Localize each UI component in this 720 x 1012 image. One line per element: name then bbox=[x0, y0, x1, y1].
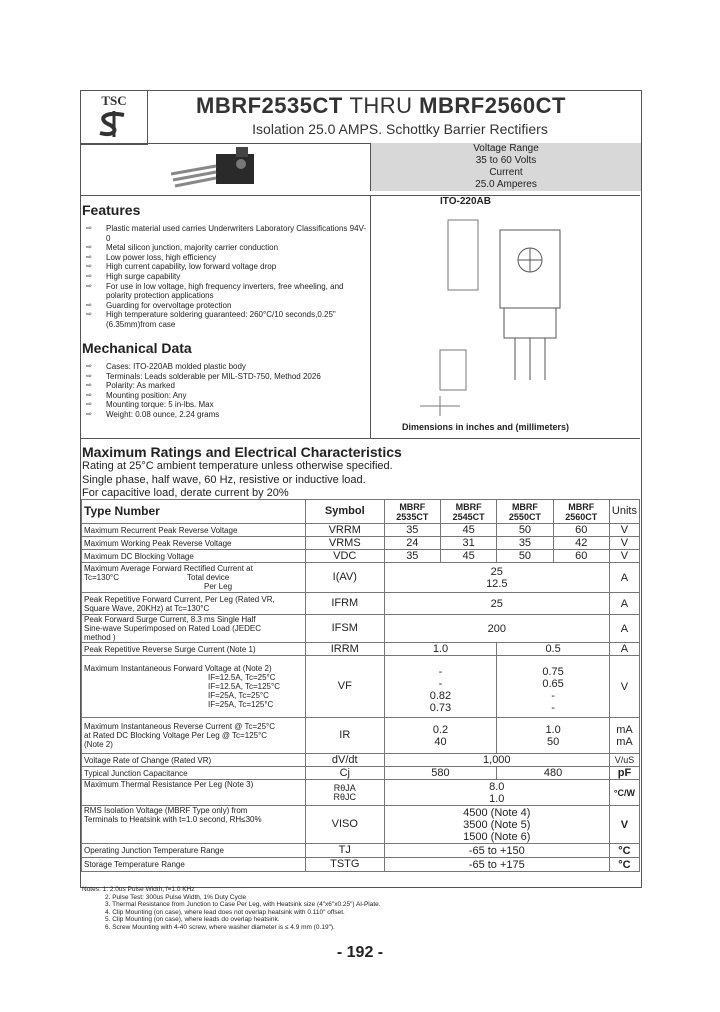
value: 1.0 bbox=[384, 643, 497, 656]
symbol: Cj bbox=[305, 767, 384, 780]
title-thru: THRU bbox=[349, 93, 413, 118]
symbol: VDC bbox=[305, 550, 384, 563]
v: 0.82 bbox=[429, 689, 452, 702]
u: mA bbox=[616, 723, 633, 736]
p: at Rated DC Blocking Voltage Per Leg @ Tc=125°C bbox=[84, 731, 268, 740]
note-line: 2. Pulse Test: 300us Pulse Width, 1% Duty Cycle bbox=[105, 893, 247, 901]
param bbox=[82, 656, 306, 718]
value bbox=[497, 656, 610, 718]
p: RMS Isolation Voltage (MBRF Type only) from bbox=[84, 806, 248, 815]
list-item: ⇨ Cases: ITO-220AB molded plastic body bbox=[84, 362, 368, 372]
logo bbox=[81, 91, 148, 145]
unit: V bbox=[609, 550, 639, 563]
param: Typical Junction Capacitance bbox=[82, 767, 306, 780]
s: RθJA bbox=[333, 782, 356, 793]
voltage-range-value: 35 to 60 Volts bbox=[475, 155, 537, 166]
voltage-range-label: Voltage Range bbox=[473, 143, 539, 154]
p: IF=25A, Tc=125°C bbox=[208, 700, 274, 709]
p: Maximum Instantaneous Forward Voltage at (Note 2) bbox=[84, 664, 272, 673]
v: 1500 (Note 6) bbox=[463, 830, 531, 843]
param: Maximum Thermal Resistance Per Leg (Note 3) bbox=[82, 780, 306, 806]
p: (Note 2) bbox=[84, 740, 113, 749]
param bbox=[82, 563, 306, 593]
p-line bbox=[84, 573, 303, 582]
unit: V bbox=[609, 656, 639, 718]
value: 25 bbox=[384, 593, 609, 615]
max-ratings-heading: Maximum Ratings and Electrical Characteristics bbox=[82, 444, 402, 460]
p: Maximum Average Forward Rectified Current at bbox=[84, 564, 253, 573]
unit: A bbox=[609, 593, 639, 615]
value: 35 bbox=[384, 550, 440, 563]
symbol: VF bbox=[305, 656, 384, 718]
product-photo bbox=[81, 144, 371, 198]
s: RθJC bbox=[333, 791, 357, 802]
value: 45 bbox=[440, 550, 496, 563]
v: 8.0 bbox=[489, 780, 505, 793]
unit: V/uS bbox=[609, 754, 639, 767]
header-type: Type Number bbox=[82, 500, 306, 524]
table-row bbox=[82, 615, 640, 643]
v: 0.75 bbox=[542, 665, 564, 678]
current-label: Current bbox=[489, 167, 523, 178]
h-m3a: MBRF bbox=[511, 501, 538, 512]
symbol: VRRM bbox=[305, 524, 384, 537]
v: 4500 (Note 4) bbox=[463, 806, 531, 819]
symbol: IR bbox=[305, 718, 384, 754]
box-divider bbox=[81, 195, 640, 196]
rating-note-1: Rating at 25°C ambient temperature unless otherwise specified. bbox=[82, 460, 393, 472]
table-row bbox=[82, 844, 640, 858]
header-m1 bbox=[384, 500, 440, 524]
p: method ) bbox=[84, 633, 116, 642]
p: Total device bbox=[187, 573, 230, 582]
param bbox=[82, 593, 306, 615]
symbol: I(AV) bbox=[305, 563, 384, 593]
p: Maximum Instantaneous Reverse Current @ Tc=25°C bbox=[84, 722, 276, 731]
table-row bbox=[82, 524, 640, 537]
table-row bbox=[82, 643, 640, 656]
h-m4b: 2560CT bbox=[565, 511, 598, 522]
voltage-current-box bbox=[370, 143, 641, 191]
symbol: TJ bbox=[305, 844, 384, 858]
list-item: ⇨ High current capability, low forward voltage drop bbox=[84, 262, 368, 272]
table-row bbox=[82, 718, 640, 754]
page-title bbox=[196, 93, 616, 119]
mechanical-heading: Mechanical Data bbox=[82, 340, 192, 356]
param: Maximum DC Blocking Voltage bbox=[82, 550, 306, 563]
rating-note-3: For capacitive load, derate current by 20% bbox=[82, 487, 289, 499]
ito220-package-image bbox=[81, 144, 371, 198]
value: 50 bbox=[497, 550, 553, 563]
h-m4a: MBRF bbox=[568, 501, 595, 512]
value: -65 to +150 bbox=[384, 844, 609, 858]
v: - bbox=[438, 665, 443, 678]
param: Peak Repetitive Reverse Surge Current (Note 1) bbox=[82, 643, 306, 656]
value bbox=[384, 780, 609, 806]
p: Peak Repetitive Forward Current, Per Leg (Rated VR, bbox=[84, 594, 275, 604]
rating-note-2: Single phase, half wave, 60 Hz, resistive or inductive load. bbox=[82, 474, 366, 486]
list-item: ⇨ High temperature soldering guaranteed: 260°C/10 seconds,0.25"(6.35mm)from case bbox=[84, 310, 368, 329]
symbol: dV/dt bbox=[305, 754, 384, 767]
value bbox=[384, 656, 497, 718]
h-m1a: MBRF bbox=[399, 501, 426, 512]
header-units: Units bbox=[609, 500, 639, 524]
v: 1.0 bbox=[545, 723, 561, 736]
value: 50 bbox=[497, 524, 553, 537]
value: 35 bbox=[384, 524, 440, 537]
u: mA bbox=[616, 735, 633, 748]
p: Per Leg bbox=[204, 582, 233, 591]
table-row bbox=[82, 550, 640, 563]
table-row bbox=[82, 563, 640, 593]
list-item: ⇨ Plastic material used carries Underwriters Laboratory Classifications 94V-0 bbox=[84, 224, 368, 243]
param bbox=[82, 615, 306, 643]
tsc-logo-icon bbox=[94, 109, 134, 139]
note-line: 4. Clip Mounting (on case), where lead does not overlap heatsink with 0.110" offset. bbox=[105, 908, 345, 916]
p: Tc=130°C bbox=[84, 573, 119, 582]
list-item: ⇨ For use in low voltage, high frequency inverters, free wheeling, and polarity protection applications bbox=[84, 282, 368, 301]
unit bbox=[609, 718, 639, 754]
p: IF=12.5A, Tc=125°C bbox=[208, 682, 280, 691]
value: -65 to +175 bbox=[384, 858, 609, 872]
unit: °C bbox=[609, 858, 639, 872]
package-name: ITO-220AB bbox=[440, 196, 491, 207]
header-m4 bbox=[553, 500, 609, 524]
symbol: TSTG bbox=[305, 858, 384, 872]
page-number: - 192 - bbox=[336, 944, 384, 961]
param: Maximum Recurrent Peak Reverse Voltage bbox=[82, 524, 306, 537]
table-header bbox=[82, 500, 640, 524]
table-row bbox=[82, 858, 640, 872]
table-row bbox=[82, 537, 640, 550]
param bbox=[82, 718, 306, 754]
v: 50 bbox=[546, 735, 560, 748]
header-m2 bbox=[440, 500, 496, 524]
value bbox=[497, 718, 610, 754]
p: Peak Forward Surge Current, 8.3 ms Single Half bbox=[84, 615, 256, 624]
v: 0.2 bbox=[432, 723, 449, 736]
v: 3500 (Note 5) bbox=[463, 818, 531, 831]
value bbox=[384, 718, 497, 754]
note-line: Notes: 1. 2.0us Pulse Width, f=1.0 KHz bbox=[82, 886, 195, 893]
value: 580 bbox=[384, 767, 497, 780]
symbol: IRRM bbox=[305, 643, 384, 656]
package-dimension-drawing bbox=[400, 210, 610, 422]
list-item: ⇨ Mounting position: Any bbox=[84, 391, 368, 401]
table-row bbox=[82, 780, 640, 806]
unit: pF bbox=[609, 767, 639, 780]
p: IF=25A, Tc=25°C bbox=[208, 691, 269, 700]
v: 0.73 bbox=[429, 701, 452, 714]
features-list bbox=[84, 224, 368, 330]
unit: °C/W bbox=[609, 780, 639, 806]
current-value: 25.0 Amperes bbox=[475, 179, 537, 190]
title-part-a: MBRF2535CT bbox=[196, 93, 343, 118]
section-divider bbox=[81, 438, 640, 439]
value: 480 bbox=[497, 767, 610, 780]
h-m1b: 2535CT bbox=[396, 511, 429, 522]
notes bbox=[82, 886, 622, 931]
param bbox=[82, 806, 306, 844]
param: Storage Temperature Range bbox=[82, 858, 306, 872]
table-row bbox=[82, 806, 640, 844]
p: IF=12.5A, Tc=25°C bbox=[208, 673, 276, 682]
p: Sine-wave Superimposed on Rated Load (JEDEC bbox=[84, 624, 261, 633]
header-m3 bbox=[497, 500, 553, 524]
unit: A bbox=[609, 563, 639, 593]
value: 24 bbox=[384, 537, 440, 550]
symbol bbox=[305, 780, 384, 806]
value bbox=[384, 806, 609, 844]
v: 25 bbox=[490, 565, 503, 578]
h-m3b: 2550CT bbox=[508, 511, 541, 522]
title-part-b: MBRF2560CT bbox=[419, 93, 566, 118]
note-line: 5. Clip Mounting (on case), where leads do overlap heatsink. bbox=[105, 916, 280, 923]
table-row bbox=[82, 754, 640, 767]
table-row bbox=[82, 593, 640, 615]
v: 0.65 bbox=[542, 677, 564, 690]
unit: A bbox=[609, 615, 639, 643]
list-item: ⇨ Metal silicon junction, majority carrier conduction bbox=[84, 243, 368, 253]
h-m2a: MBRF bbox=[455, 501, 482, 512]
value bbox=[384, 563, 609, 593]
value: 35 bbox=[497, 537, 553, 550]
value: 45 bbox=[440, 524, 496, 537]
v: 40 bbox=[434, 735, 447, 748]
value: 60 bbox=[553, 524, 609, 537]
symbol: IFSM bbox=[305, 615, 384, 643]
list-item: ⇨ Polarity: As marked bbox=[84, 381, 368, 391]
value: 60 bbox=[553, 550, 609, 563]
table-row bbox=[82, 656, 640, 718]
list-item: ⇨ Terminals: Leads solderable per MIL-STD-750, Method 2026 bbox=[84, 372, 368, 382]
dimensions-caption: Dimensions in inches and (millimeters) bbox=[402, 422, 570, 432]
unit: °C bbox=[609, 844, 639, 858]
p: Terminals to Heatsink with t=1.0 second, RH≤30% bbox=[84, 815, 262, 824]
symbol: VISO bbox=[305, 806, 384, 844]
note-line: 3. Thermal Resistance from Junction to Case Per Leg, with Heatsink size (4"x6"x0.25") Al-Plate. bbox=[105, 901, 381, 908]
logo-text: TSC bbox=[101, 93, 127, 108]
v: 12.5 bbox=[486, 577, 508, 590]
value: 200 bbox=[384, 615, 609, 643]
vertical-divider bbox=[370, 195, 371, 438]
value: 0.5 bbox=[497, 643, 610, 656]
p: Square Wave, 20KHz) at Tc=130°C bbox=[84, 603, 210, 613]
param: Maximum Working Peak Reverse Voltage bbox=[82, 537, 306, 550]
value: 31 bbox=[440, 537, 496, 550]
ratings-table bbox=[81, 499, 640, 872]
param: Operating Junction Temperature Range bbox=[82, 844, 306, 858]
param: Voltage Rate of Change (Rated VR) bbox=[82, 754, 306, 767]
v: - bbox=[438, 677, 443, 690]
unit: V bbox=[609, 806, 639, 844]
v: 1.0 bbox=[489, 792, 505, 805]
page-subtitle: Isolation 25.0 AMPS. Schottky Barrier Rectifiers bbox=[252, 121, 548, 137]
unit: V bbox=[609, 524, 639, 537]
note-line: 6. Screw Mounting with 4-40 screw, where washer diameter is ≤ 4.9 mm (0.19"). bbox=[105, 923, 335, 931]
header-symbol: Symbol bbox=[305, 500, 384, 524]
list-item: ⇨ Low power loss, high efficiency bbox=[84, 253, 368, 263]
value: 1,000 bbox=[384, 754, 609, 767]
unit: V bbox=[609, 537, 639, 550]
value: 42 bbox=[553, 537, 609, 550]
features-heading: Features bbox=[82, 202, 141, 218]
symbol: IFRM bbox=[305, 593, 384, 615]
unit: A bbox=[609, 643, 639, 656]
list-item: ⇨ Weight: 0.08 ounce, 2.24 grams bbox=[84, 410, 368, 420]
symbol: VRMS bbox=[305, 537, 384, 550]
h-m2b: 2545CT bbox=[452, 511, 485, 522]
list-item: ⇨ Mounting torque: 5 in-lbs. Max bbox=[84, 400, 368, 410]
table-row bbox=[82, 767, 640, 780]
list-item: ⇨ High surge capability bbox=[84, 272, 368, 282]
mechanical-list bbox=[84, 362, 368, 420]
list-item: ⇨ Guarding for overvoltage protection bbox=[84, 301, 368, 311]
v: - bbox=[551, 701, 555, 714]
v: - bbox=[551, 689, 555, 702]
